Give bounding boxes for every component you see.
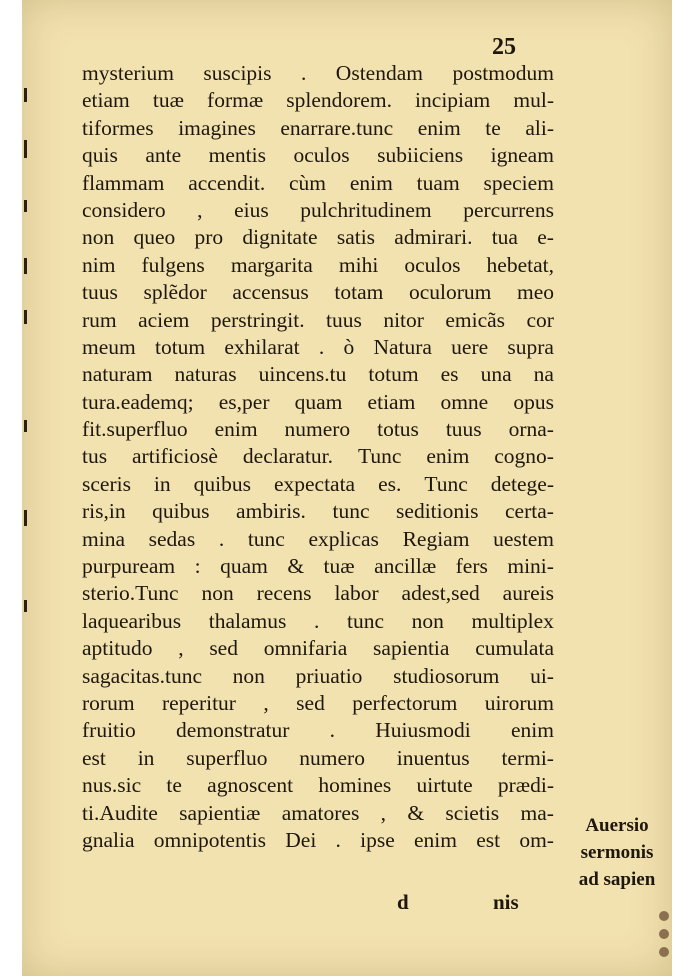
- word: agnoscent: [207, 773, 294, 798]
- word: ,: [380, 800, 387, 825]
- word: mihi: [338, 252, 379, 277]
- text-line: [82, 142, 554, 169]
- word: meum: [82, 334, 136, 359]
- signature-mark: d: [397, 890, 409, 914]
- word: est: [476, 827, 501, 852]
- word: subiiciens: [377, 143, 464, 168]
- word: quibus: [193, 471, 251, 496]
- word: fit.superfluo: [82, 417, 188, 442]
- word: recens: [256, 581, 312, 606]
- word: suscipis: [203, 61, 272, 85]
- text-line: [82, 800, 554, 827]
- word: nim: [82, 252, 116, 277]
- word: naturas: [174, 362, 237, 387]
- word: enim: [413, 827, 457, 852]
- word: opus: [513, 389, 554, 414]
- word: ui-: [530, 663, 554, 688]
- word: sapientiæ: [179, 800, 261, 825]
- word: meo: [516, 280, 554, 305]
- word: quis: [82, 143, 118, 168]
- word: .: [300, 61, 307, 85]
- word: sterio.Tunc: [82, 581, 179, 606]
- word: nus.sic: [82, 773, 142, 798]
- page-number: 25: [492, 34, 516, 60]
- word: ,: [178, 636, 184, 661]
- word: mini-: [507, 554, 554, 579]
- word: aptitudo: [82, 636, 153, 661]
- word: imagines: [178, 115, 256, 140]
- text-line: [82, 170, 554, 197]
- word: numero: [299, 745, 365, 770]
- word: tunc: [332, 499, 370, 524]
- word: margarita: [230, 252, 313, 277]
- text-line: [82, 87, 554, 114]
- word: tiformes: [82, 115, 154, 140]
- word: oculorum: [408, 280, 492, 305]
- word: enim: [214, 417, 258, 442]
- word: Tunc: [424, 471, 468, 496]
- word: accensus: [232, 280, 309, 305]
- word: exhilarat: [224, 334, 300, 359]
- word: rorum: [82, 690, 135, 715]
- word: Huiusmodi: [375, 718, 471, 743]
- word: ipse: [360, 827, 395, 852]
- word: explicas: [308, 526, 379, 551]
- word: sed: [209, 636, 238, 661]
- word: fulgens: [141, 252, 205, 277]
- word: ò: [343, 334, 355, 359]
- text-line: [82, 663, 554, 690]
- text-line: [82, 115, 554, 142]
- word: supra: [507, 334, 554, 359]
- word: totus: [377, 417, 419, 442]
- word: splendorem.: [286, 88, 392, 113]
- word: cogno-: [494, 444, 554, 469]
- word: tus: [82, 444, 108, 469]
- word: ante: [145, 143, 182, 168]
- text-line: [82, 279, 554, 306]
- text-line: [82, 827, 554, 854]
- word: etiam: [82, 88, 130, 113]
- word: tuam: [416, 170, 460, 195]
- word: te: [166, 773, 182, 798]
- word: Regiam: [402, 526, 470, 551]
- text-line: [82, 772, 554, 799]
- text-line: [82, 580, 554, 607]
- word: Ostendam: [335, 61, 423, 85]
- word: igneam: [490, 143, 554, 168]
- word: hebetat,: [486, 252, 554, 277]
- word: oculos: [404, 252, 461, 277]
- word: ,: [197, 197, 203, 222]
- word: demonstratur: [175, 718, 290, 743]
- word: uestem: [493, 526, 554, 551]
- word: amatores: [281, 800, 360, 825]
- text-line: [82, 635, 554, 662]
- catchword: nis: [493, 890, 519, 914]
- word: sceris: [82, 471, 131, 496]
- text-line: [82, 224, 554, 251]
- word: considero: [82, 197, 166, 222]
- word: laquearibus: [82, 608, 182, 633]
- word: artificiosè: [132, 444, 218, 469]
- word: superfluo: [186, 745, 268, 770]
- word: seditionis: [396, 499, 479, 524]
- word: omnifaria: [263, 636, 348, 661]
- word: thalamus: [208, 608, 287, 633]
- marginal-note-line: sermonis: [580, 842, 654, 863]
- marginal-note-line: Auersio: [585, 815, 649, 836]
- word: uere: [451, 334, 489, 359]
- text-line: [82, 608, 554, 635]
- word: priuatio: [295, 663, 363, 688]
- word: mentis: [208, 143, 266, 168]
- word: ris,in: [82, 499, 126, 524]
- text-line: [82, 498, 554, 525]
- word: Dei: [285, 827, 317, 852]
- word: enim: [349, 170, 393, 195]
- word: ancillæ: [374, 554, 437, 579]
- word: admirari.: [394, 225, 473, 250]
- word: eius: [234, 197, 269, 222]
- marginal-note: [571, 812, 663, 893]
- text-line: [82, 553, 554, 580]
- text-line: [82, 307, 554, 334]
- word: .: [318, 334, 325, 359]
- word: pro: [194, 225, 224, 250]
- word: perstringit.: [210, 307, 305, 332]
- word: .: [329, 718, 335, 743]
- word: mysterium: [82, 61, 174, 85]
- word: etiam: [367, 389, 416, 414]
- word: splẽdor: [143, 280, 207, 305]
- word: non: [201, 581, 234, 606]
- word: .: [218, 526, 225, 551]
- word: in: [137, 745, 155, 770]
- word: tunc: [247, 526, 285, 551]
- word: percurrens: [463, 197, 554, 222]
- word: tura.eademq;: [82, 389, 194, 414]
- word: ,: [263, 690, 269, 715]
- word: tua: [491, 225, 518, 250]
- word: enarrare.tunc: [280, 115, 394, 140]
- word: tuus: [326, 307, 362, 332]
- marginal-note-line: ad sapien: [578, 869, 656, 890]
- word: adest,sed: [401, 581, 480, 606]
- word: declaratur.: [242, 444, 334, 469]
- text-line: [82, 60, 554, 87]
- word: cor: [526, 307, 554, 332]
- word: inuentus: [396, 745, 470, 770]
- word: Tunc: [357, 444, 402, 469]
- word: formæ: [207, 88, 264, 113]
- word: na: [533, 362, 554, 387]
- word: dignitate: [242, 225, 318, 250]
- word: termi-: [501, 745, 554, 770]
- word: labor: [334, 581, 379, 606]
- word: ma-: [520, 800, 554, 825]
- word: .: [313, 608, 320, 633]
- word: te: [485, 115, 501, 140]
- word: satis: [336, 225, 376, 250]
- word: uirorum: [484, 690, 554, 715]
- word: flammam: [82, 170, 165, 195]
- word: .: [335, 827, 341, 852]
- word: non: [232, 663, 265, 688]
- word: in: [153, 471, 171, 496]
- text-line: [82, 745, 554, 772]
- word: :: [194, 554, 201, 579]
- text-line: [82, 690, 554, 717]
- word: naturam: [82, 362, 153, 387]
- word: sedas: [148, 526, 196, 551]
- text-line: [82, 717, 554, 744]
- word: e-: [537, 225, 554, 250]
- word: uirtute: [416, 773, 473, 798]
- word: enim: [426, 444, 470, 469]
- word: tuæ: [152, 88, 184, 113]
- word: mul-: [513, 88, 554, 113]
- text-line: [82, 471, 554, 498]
- word: non: [411, 608, 444, 633]
- word: multiplex: [471, 608, 554, 633]
- word: perfectorum: [352, 690, 458, 715]
- body-text: [82, 60, 554, 854]
- word: orna-: [508, 417, 554, 442]
- word: ti.Audite: [82, 800, 158, 825]
- word: detege-: [490, 471, 554, 496]
- word: totam: [334, 280, 384, 305]
- text-line: [82, 389, 554, 416]
- word: gnalia: [82, 827, 135, 852]
- word: om-: [519, 827, 554, 852]
- word: purpuream: [82, 554, 176, 579]
- word: ambiris.: [236, 499, 306, 524]
- word: emicãs: [445, 307, 506, 332]
- word: uincens.tu: [258, 362, 347, 387]
- word: expectata: [273, 471, 356, 496]
- text-line: [82, 416, 554, 443]
- word: accendit.: [188, 170, 266, 195]
- word: studiosorum: [393, 663, 500, 688]
- word: una: [480, 362, 512, 387]
- word: ali-: [525, 115, 554, 140]
- word: sapientia: [373, 636, 450, 661]
- word: incipiam: [415, 88, 491, 113]
- word: prædi-: [497, 773, 554, 798]
- text-line: [82, 526, 554, 553]
- word: &: [287, 554, 305, 579]
- word: tunc: [346, 608, 385, 633]
- word: speciem: [483, 170, 554, 195]
- word: es,per: [218, 389, 270, 414]
- word: aciem: [138, 307, 190, 332]
- word: totum: [368, 362, 419, 387]
- word: non: [82, 225, 115, 250]
- word: es.: [378, 471, 402, 496]
- word: mina: [82, 526, 125, 551]
- word: enim: [417, 115, 461, 140]
- word: omne: [440, 389, 489, 414]
- word: fruitio: [82, 718, 136, 743]
- text-line: [82, 334, 554, 361]
- word: queo: [133, 225, 176, 250]
- word: homines: [318, 773, 392, 798]
- text-line: [82, 361, 554, 388]
- word: reperitur: [161, 690, 236, 715]
- word: sagacitas.tunc: [82, 663, 202, 688]
- word: tuæ: [323, 554, 355, 579]
- word: aureis: [502, 581, 554, 606]
- word: pulchritudinem: [300, 197, 432, 222]
- word: cùm: [289, 170, 327, 195]
- word: quibus: [152, 499, 210, 524]
- word: nitor: [383, 307, 424, 332]
- word: postmodum: [452, 61, 554, 85]
- text-line: [82, 197, 554, 224]
- word: rum: [82, 307, 117, 332]
- word: quam: [294, 389, 343, 414]
- word: fers: [455, 554, 488, 579]
- word: &: [407, 800, 425, 825]
- word: omnipotentis: [153, 827, 267, 852]
- word: totum: [154, 334, 206, 359]
- word: enim: [510, 718, 554, 743]
- word: cumulata: [475, 636, 554, 661]
- word: numero: [284, 417, 351, 442]
- word: Natura: [373, 334, 432, 359]
- word: es: [440, 362, 459, 387]
- word: tuus: [445, 417, 482, 442]
- text-line: [82, 252, 554, 279]
- word: oculos: [293, 143, 350, 168]
- word: est: [82, 745, 106, 770]
- word: scietis: [445, 800, 500, 825]
- book-page: [22, 0, 672, 976]
- text-line: [82, 443, 554, 470]
- word: sed: [296, 690, 325, 715]
- word: tuus: [82, 280, 118, 305]
- word: quam: [220, 554, 268, 579]
- word: certa-: [505, 499, 554, 524]
